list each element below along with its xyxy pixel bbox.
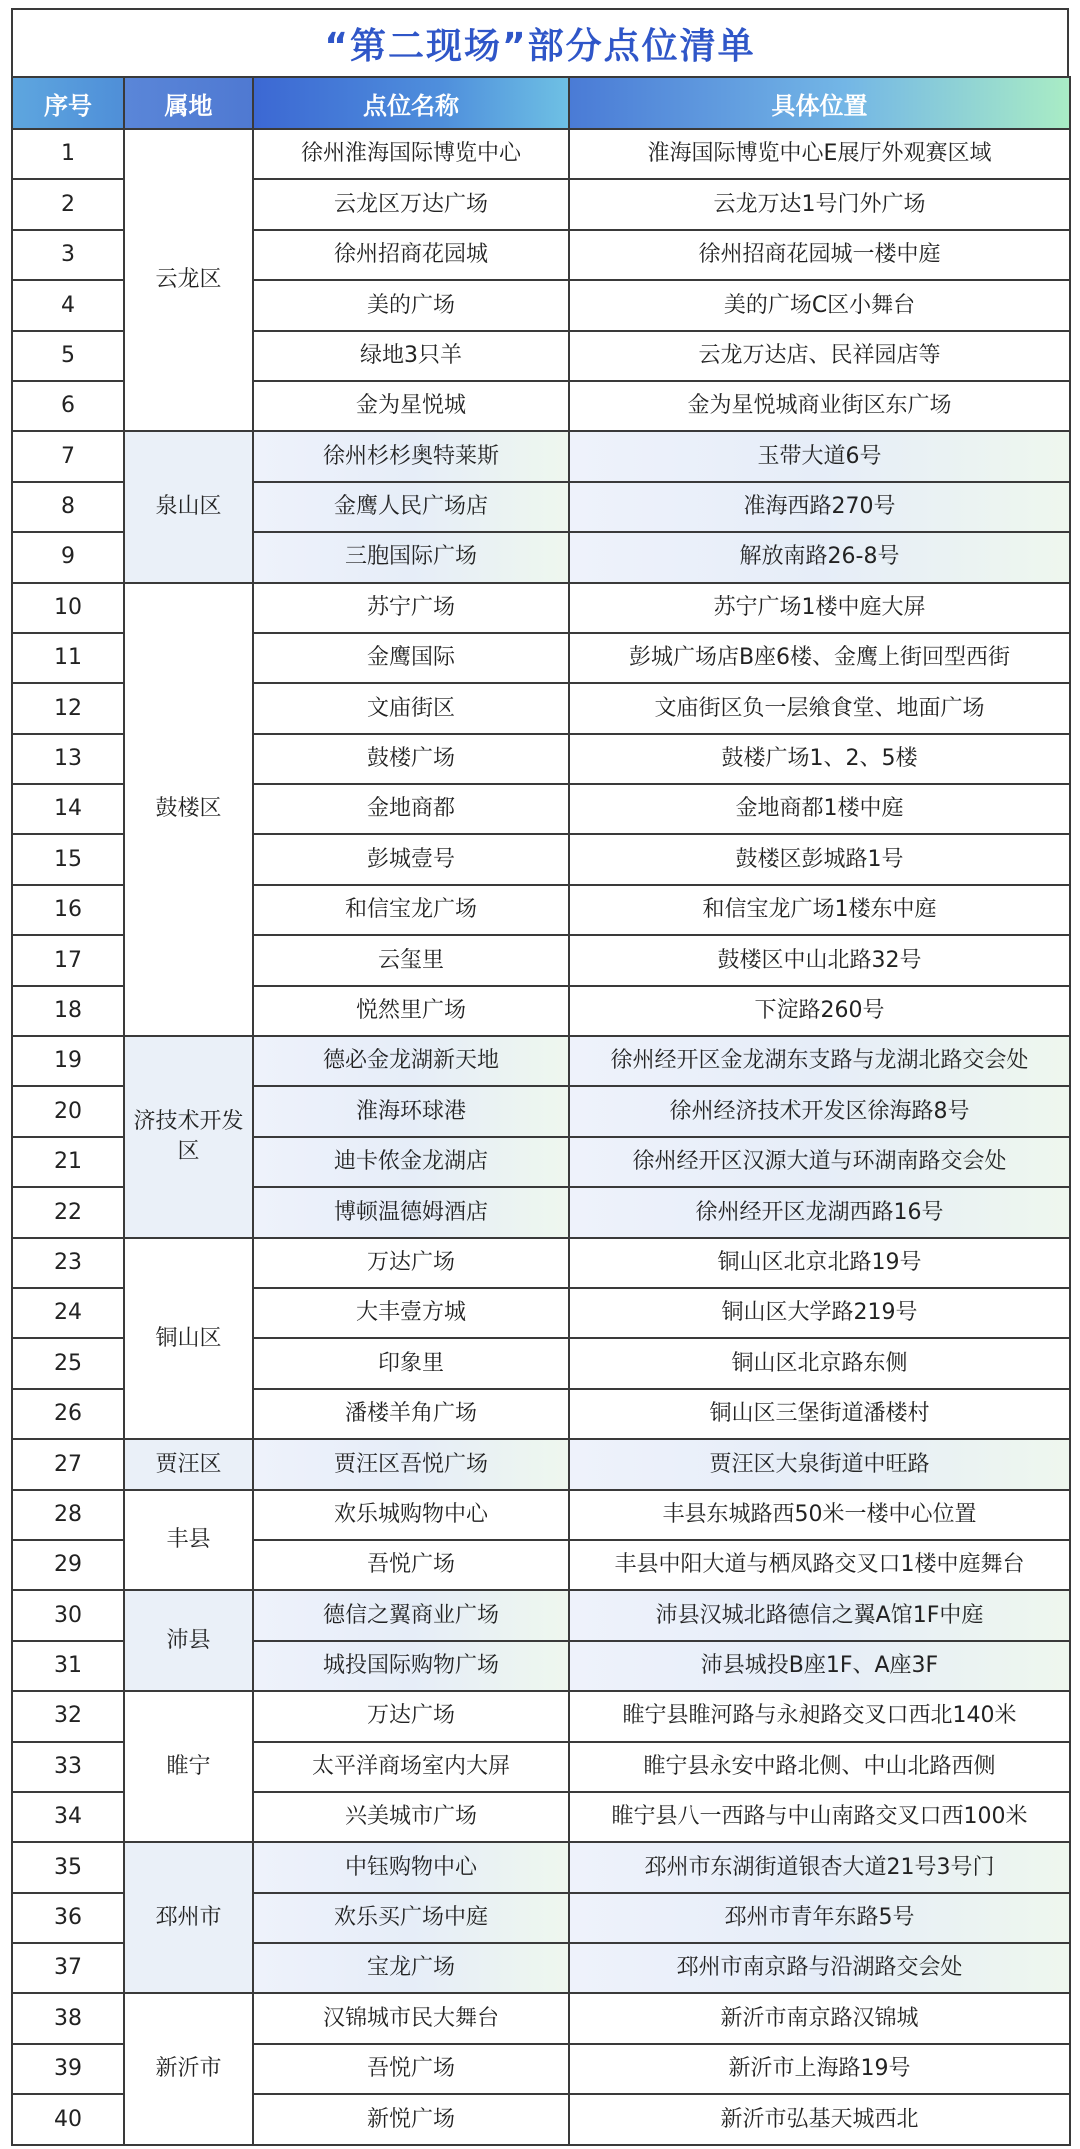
cell-location-name: 和信宝龙广场	[253, 885, 569, 935]
cell-position: 鼓楼区中山北路32号	[569, 935, 1070, 985]
page-title: “第二现场”部分点位清单	[324, 25, 756, 67]
cell-position: 丰县中阳大道与栖凤路交叉口1楼中庭舞台	[569, 1540, 1070, 1590]
cell-no: 23	[12, 1238, 124, 1288]
cell-no: 31	[12, 1641, 124, 1691]
cell-location-name: 印象里	[253, 1338, 569, 1388]
table-row	[12, 431, 1070, 481]
cell-position: 文庙街区负一层飨食堂、地面广场	[569, 683, 1070, 733]
cell-position: 云龙万达店、民祥园店等	[569, 331, 1070, 381]
cell-position: 徐州招商花园城一楼中庭	[569, 230, 1070, 280]
cell-location-name: 欢乐城购物中心	[253, 1490, 569, 1540]
cell-position: 鼓楼区彭城路1号	[569, 834, 1070, 884]
cell-no: 28	[12, 1490, 124, 1540]
header-no: 序号	[12, 77, 124, 129]
cell-location-name: 吾悦广场	[253, 1540, 569, 1590]
cell-position: 新沂市上海路19号	[569, 2044, 1070, 2094]
cell-position: 鼓楼广场1、2、5楼	[569, 734, 1070, 784]
table-body	[12, 129, 1070, 2145]
cell-no: 34	[12, 1792, 124, 1842]
cell-location-name: 潘楼羊角广场	[253, 1389, 569, 1439]
cell-position: 苏宁广场1楼中庭大屏	[569, 583, 1070, 633]
cell-area: 邳州市	[124, 1842, 253, 1993]
cell-location-name: 苏宁广场	[253, 583, 569, 633]
cell-position: 铜山区北京路东侧	[569, 1338, 1070, 1388]
table-row	[12, 1691, 1070, 1741]
cell-no: 30	[12, 1590, 124, 1640]
cell-area: 泉山区	[124, 431, 253, 582]
cell-position: 邳州市青年东路5号	[569, 1893, 1070, 1943]
table-row	[12, 1842, 1070, 1892]
cell-location-name: 金为星悦城	[253, 381, 569, 431]
cell-location-name: 城投国际购物广场	[253, 1641, 569, 1691]
cell-no: 39	[12, 2044, 124, 2094]
cell-position: 贾汪区大泉街道中旺路	[569, 1439, 1070, 1489]
cell-position: 沛县城投B座1F、A座3F	[569, 1641, 1070, 1691]
cell-location-name: 徐州杉杉奥特莱斯	[253, 431, 569, 481]
cell-position: 徐州经济技术开发区徐海路8号	[569, 1086, 1070, 1136]
cell-no: 19	[12, 1036, 124, 1086]
cell-location-name: 徐州淮海国际博览中心	[253, 129, 569, 179]
cell-no: 12	[12, 683, 124, 733]
table-row	[12, 1238, 1070, 1288]
cell-area: 鼓楼区	[124, 583, 253, 1037]
cell-position: 玉带大道6号	[569, 431, 1070, 481]
cell-no: 4	[12, 280, 124, 330]
cell-no: 13	[12, 734, 124, 784]
cell-position: 新沂市南京路汉锦城	[569, 1993, 1070, 2043]
cell-location-name: 德信之翼商业广场	[253, 1590, 569, 1640]
cell-location-name: 兴美城市广场	[253, 1792, 569, 1842]
cell-location-name: 万达广场	[253, 1691, 569, 1741]
cell-no: 8	[12, 482, 124, 532]
cell-location-name: 绿地3只羊	[253, 331, 569, 381]
cell-location-name: 德必金龙湖新天地	[253, 1036, 569, 1086]
table-row	[12, 1490, 1070, 1540]
cell-location-name: 金鹰人民广场店	[253, 482, 569, 532]
cell-position: 铜山区北京北路19号	[569, 1238, 1070, 1288]
cell-location-name: 美的广场	[253, 280, 569, 330]
cell-location-name: 三胞国际广场	[253, 532, 569, 582]
cell-location-name: 淮海环球港	[253, 1086, 569, 1136]
cell-position: 准海西路270号	[569, 482, 1070, 532]
cell-no: 6	[12, 381, 124, 431]
cell-no: 7	[12, 431, 124, 481]
cell-position: 新沂市弘基天城西北	[569, 2094, 1070, 2144]
cell-location-name: 金地商都	[253, 784, 569, 834]
cell-position: 铜山区大学路219号	[569, 1288, 1070, 1338]
cell-position: 和信宝龙广场1楼东中庭	[569, 885, 1070, 935]
title-bar	[11, 8, 1069, 76]
cell-position: 邳州市南京路与沿湖路交会处	[569, 1943, 1070, 1993]
table-row	[12, 1993, 1070, 2043]
cell-no: 24	[12, 1288, 124, 1338]
cell-position: 淮海国际博览中心E展厅外观赛区域	[569, 129, 1070, 179]
cell-no: 16	[12, 885, 124, 935]
table-row	[12, 1036, 1070, 1086]
cell-no: 20	[12, 1086, 124, 1136]
cell-position: 丰县东城路西50米一楼中心位置	[569, 1490, 1070, 1540]
cell-location-name: 新悦广场	[253, 2094, 569, 2144]
table-row	[12, 1439, 1070, 1489]
cell-no: 9	[12, 532, 124, 582]
table-row	[12, 129, 1070, 179]
cell-location-name: 汉锦城市民大舞台	[253, 1993, 569, 2043]
cell-area: 睢宁	[124, 1691, 253, 1842]
cell-position: 美的广场C区小舞台	[569, 280, 1070, 330]
list-sheet	[11, 8, 1069, 2146]
cell-position: 睢宁县八一西路与中山南路交叉口西100米	[569, 1792, 1070, 1842]
cell-position: 铜山区三堡街道潘楼村	[569, 1389, 1070, 1439]
cell-no: 29	[12, 1540, 124, 1590]
cell-no: 38	[12, 1993, 124, 2043]
cell-no: 35	[12, 1842, 124, 1892]
cell-position: 邳州市东湖街道银杏大道21号3号门	[569, 1842, 1070, 1892]
header-position: 具体位置	[569, 77, 1070, 129]
cell-no: 36	[12, 1893, 124, 1943]
location-table	[11, 76, 1071, 2146]
cell-area: 云龙区	[124, 129, 253, 431]
cell-no: 21	[12, 1137, 124, 1187]
cell-no: 17	[12, 935, 124, 985]
cell-position: 解放南路26-8号	[569, 532, 1070, 582]
cell-location-name: 吾悦广场	[253, 2044, 569, 2094]
cell-location-name: 万达广场	[253, 1238, 569, 1288]
cell-area: 贾汪区	[124, 1439, 253, 1489]
cell-no: 10	[12, 583, 124, 633]
cell-position: 下淀路260号	[569, 986, 1070, 1036]
cell-area: 新沂市	[124, 1993, 253, 2144]
cell-position: 沛县汉城北路德信之翼A馆1F中庭	[569, 1590, 1070, 1640]
cell-position: 睢宁县永安中路北侧、中山北路西侧	[569, 1742, 1070, 1792]
cell-no: 11	[12, 633, 124, 683]
cell-position: 徐州经开区龙湖西路16号	[569, 1187, 1070, 1237]
cell-location-name: 太平洋商场室内大屏	[253, 1742, 569, 1792]
cell-location-name: 文庙街区	[253, 683, 569, 733]
cell-no: 25	[12, 1338, 124, 1388]
cell-location-name: 彭城壹号	[253, 834, 569, 884]
cell-no: 1	[12, 129, 124, 179]
cell-location-name: 云玺里	[253, 935, 569, 985]
cell-no: 22	[12, 1187, 124, 1237]
cell-area: 济技术开发区	[124, 1036, 253, 1238]
cell-area: 铜山区	[124, 1238, 253, 1440]
cell-position: 徐州经开区金龙湖东支路与龙湖北路交会处	[569, 1036, 1070, 1086]
cell-no: 5	[12, 331, 124, 381]
table-row	[12, 1590, 1070, 1640]
cell-location-name: 鼓楼广场	[253, 734, 569, 784]
cell-location-name: 贾汪区吾悦广场	[253, 1439, 569, 1489]
cell-no: 3	[12, 230, 124, 280]
cell-no: 27	[12, 1439, 124, 1489]
cell-no: 37	[12, 1943, 124, 1993]
cell-position: 金地商都1楼中庭	[569, 784, 1070, 834]
cell-area: 沛县	[124, 1590, 253, 1691]
cell-no: 2	[12, 179, 124, 229]
cell-location-name: 云龙区万达广场	[253, 179, 569, 229]
header-area: 属地	[124, 77, 253, 129]
cell-no: 15	[12, 834, 124, 884]
cell-location-name: 中钰购物中心	[253, 1842, 569, 1892]
cell-location-name: 博顿温德姆酒店	[253, 1187, 569, 1237]
cell-no: 33	[12, 1742, 124, 1792]
cell-area: 丰县	[124, 1490, 253, 1591]
cell-location-name: 欢乐买广场中庭	[253, 1893, 569, 1943]
cell-no: 32	[12, 1691, 124, 1741]
cell-location-name: 大丰壹方城	[253, 1288, 569, 1338]
cell-position: 徐州经开区汉源大道与环湖南路交会处	[569, 1137, 1070, 1187]
cell-no: 40	[12, 2094, 124, 2144]
header-name: 点位名称	[253, 77, 569, 129]
cell-location-name: 悦然里广场	[253, 986, 569, 1036]
cell-position: 云龙万达1号门外广场	[569, 179, 1070, 229]
table-row	[12, 583, 1070, 633]
cell-location-name: 金鹰国际	[253, 633, 569, 683]
cell-location-name: 宝龙广场	[253, 1943, 569, 1993]
cell-location-name: 徐州招商花园城	[253, 230, 569, 280]
cell-no: 18	[12, 986, 124, 1036]
cell-no: 14	[12, 784, 124, 834]
cell-no: 26	[12, 1389, 124, 1439]
cell-location-name: 迪卡侬金龙湖店	[253, 1137, 569, 1187]
cell-position: 彭城广场店B座6楼、金鹰上街回型西街	[569, 633, 1070, 683]
table-header-row	[12, 77, 1070, 129]
cell-position: 睢宁县睢河路与永昶路交叉口西北140米	[569, 1691, 1070, 1741]
cell-position: 金为星悦城商业街区东广场	[569, 381, 1070, 431]
